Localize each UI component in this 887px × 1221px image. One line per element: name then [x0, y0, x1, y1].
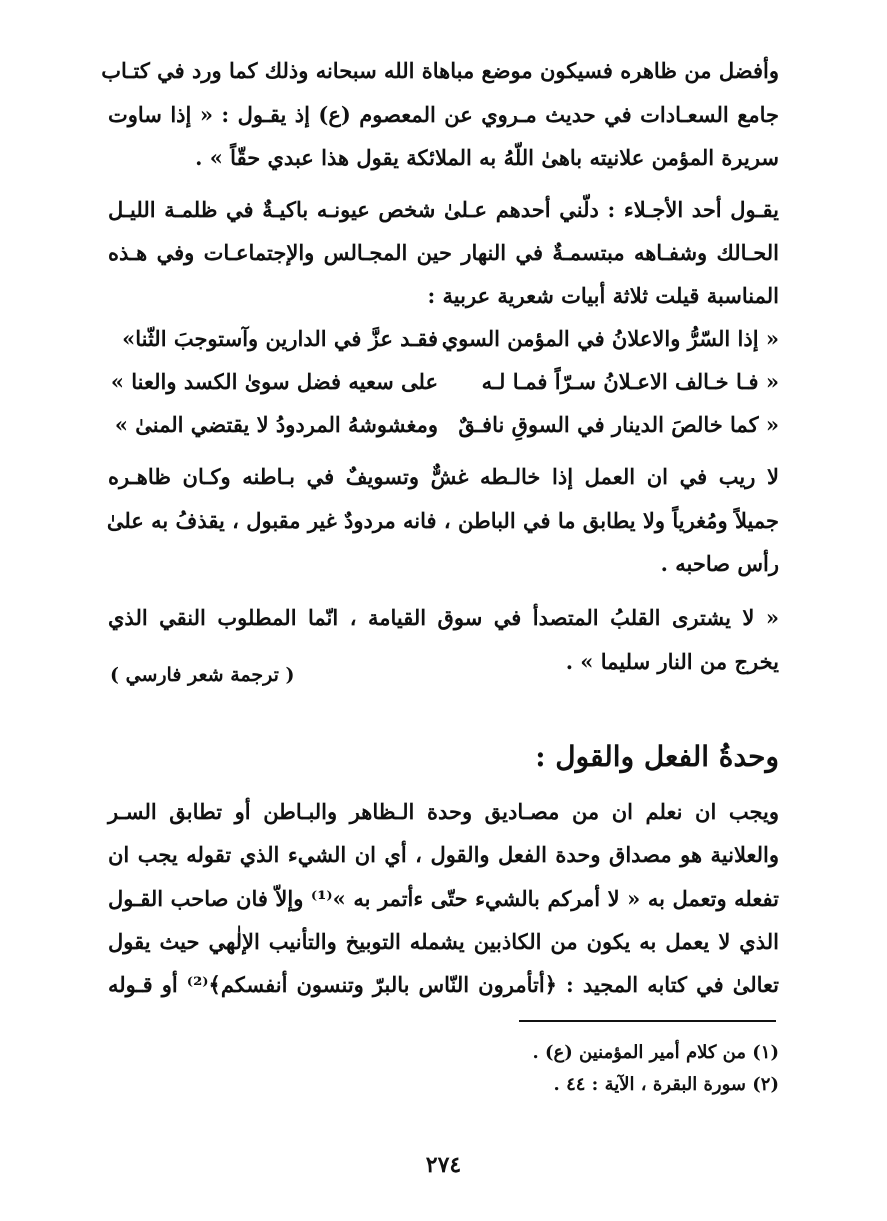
paragraph1-line-1: وأفضل من ظاهره فسيكون موضع مباهاة الله سبحانه وذلك كما ورد في كتـاب [101, 58, 779, 83]
paragraph2-line-3: المناسبة قيلت ثلاثة أبيات شعرية عربية : [427, 283, 779, 308]
verse-2-first-hemistich: « فـا خـالف الاعـلانُ سـرّاً فمـا لـه [481, 369, 779, 394]
paragraph4-line-5: تعالىٰ في كتابه المجيد : ﴿أتأمرون النّاس بالبرّ وتنسون أنفسكم﴾⁽²⁾ أو قـوله [108, 972, 779, 997]
verse-2-second-hemistich: على سعيه فضل سوىٰ الكسد والعنا » [110, 369, 438, 394]
paragraph3-line-1: لا ريب في ان العمل إذا خالـطه غشٌّ وتسويفٌ في بـاطنه وكـان ظاهـره [108, 464, 779, 489]
footnote-1: (١) من كلام أمير المؤمنين (ع) . [532, 1042, 779, 1063]
verse-3-second-hemistich: ومغشوشهُ المردودُ لا يقتضي المنىٰ » [114, 412, 438, 437]
paragraph4-line-2: والعلانية هو مصداق وحدة الفعل والقول ، أي ان الشيء الذي تقوله يجب ان [108, 842, 779, 867]
paragraph1-line-2: جامع السعـادات في حديث مـروي عن المعصوم (ع) إذ يقـول : « إذا ساوت [108, 102, 779, 127]
paragraph2-line-2: الحـالك وشفـاهه مبتسمـةٌ في النهار حين المجـالس والإجتماعـات وفي هـذه [108, 240, 779, 265]
page-number: ٢٧٤ [425, 1152, 462, 1178]
section-heading: وحدةُ الفعل والقول : [535, 740, 779, 773]
verse-3-first-hemistich: « كما خالصَ الدينار في السوقِ نافـقٌ [458, 412, 779, 437]
paragraph1-line-3: سريرة المؤمن علانيته باهىٰ اللّهُ به الملائكة يقول هذا عبدي حقّاً » . [195, 145, 779, 170]
quote-attribution: ( ترجمة شعر فارسي ) [110, 664, 295, 686]
paragraph2-line-1: يقـول أحد الأجـلاء : دلّني أحدهم عـلىٰ شخص عيونـه باكيـةٌ في ظلمـة الليـل [108, 197, 779, 222]
paragraph4-line-4: الذي لا يعمل به يكون من الكاذبين يشمله التوبيخ والتأنيب الإلٰهي حيث يقول [108, 929, 779, 954]
paragraph4-line-3: تفعله وتعمل به « لا أمركم بالشيء حتّى ءأتمر به »⁽¹⁾ وإلاّ فان صاحب القـول [108, 886, 779, 911]
paragraph3-line-2: جميلاً ومُغرياً ولا يطابق ما في الباطن ، فانه مردودٌ غير مقبول ، يقذفُ به علىٰ [106, 508, 779, 533]
paragraph4-line-1: ويجب ان نعلم ان من مصـاديق وحدة الـظاهر والبـاطن أو تطابق السـر [108, 799, 779, 824]
footnote-2: (٢) سورة البقرة ، الآية : ٤٤ . [553, 1074, 779, 1095]
verse-1-second-hemistich: فقـد عزَّ في الدارين وآستوجبَ الثّنا» [122, 326, 438, 351]
paragraph3-line-3: رأس صاحبه . [660, 551, 779, 576]
quote-line-2: يخرج من النار سليما » . [565, 649, 779, 674]
footnote-divider [519, 1020, 776, 1022]
verse-1-first-hemistich: « إذا السّرُّ والاعلانُ في المؤمن السوي [441, 326, 779, 351]
quote-line-1: « لا يشترى القلبُ المتصدأ في سوق القيامة ، انّما المطلوب النقي الذي [108, 605, 779, 630]
